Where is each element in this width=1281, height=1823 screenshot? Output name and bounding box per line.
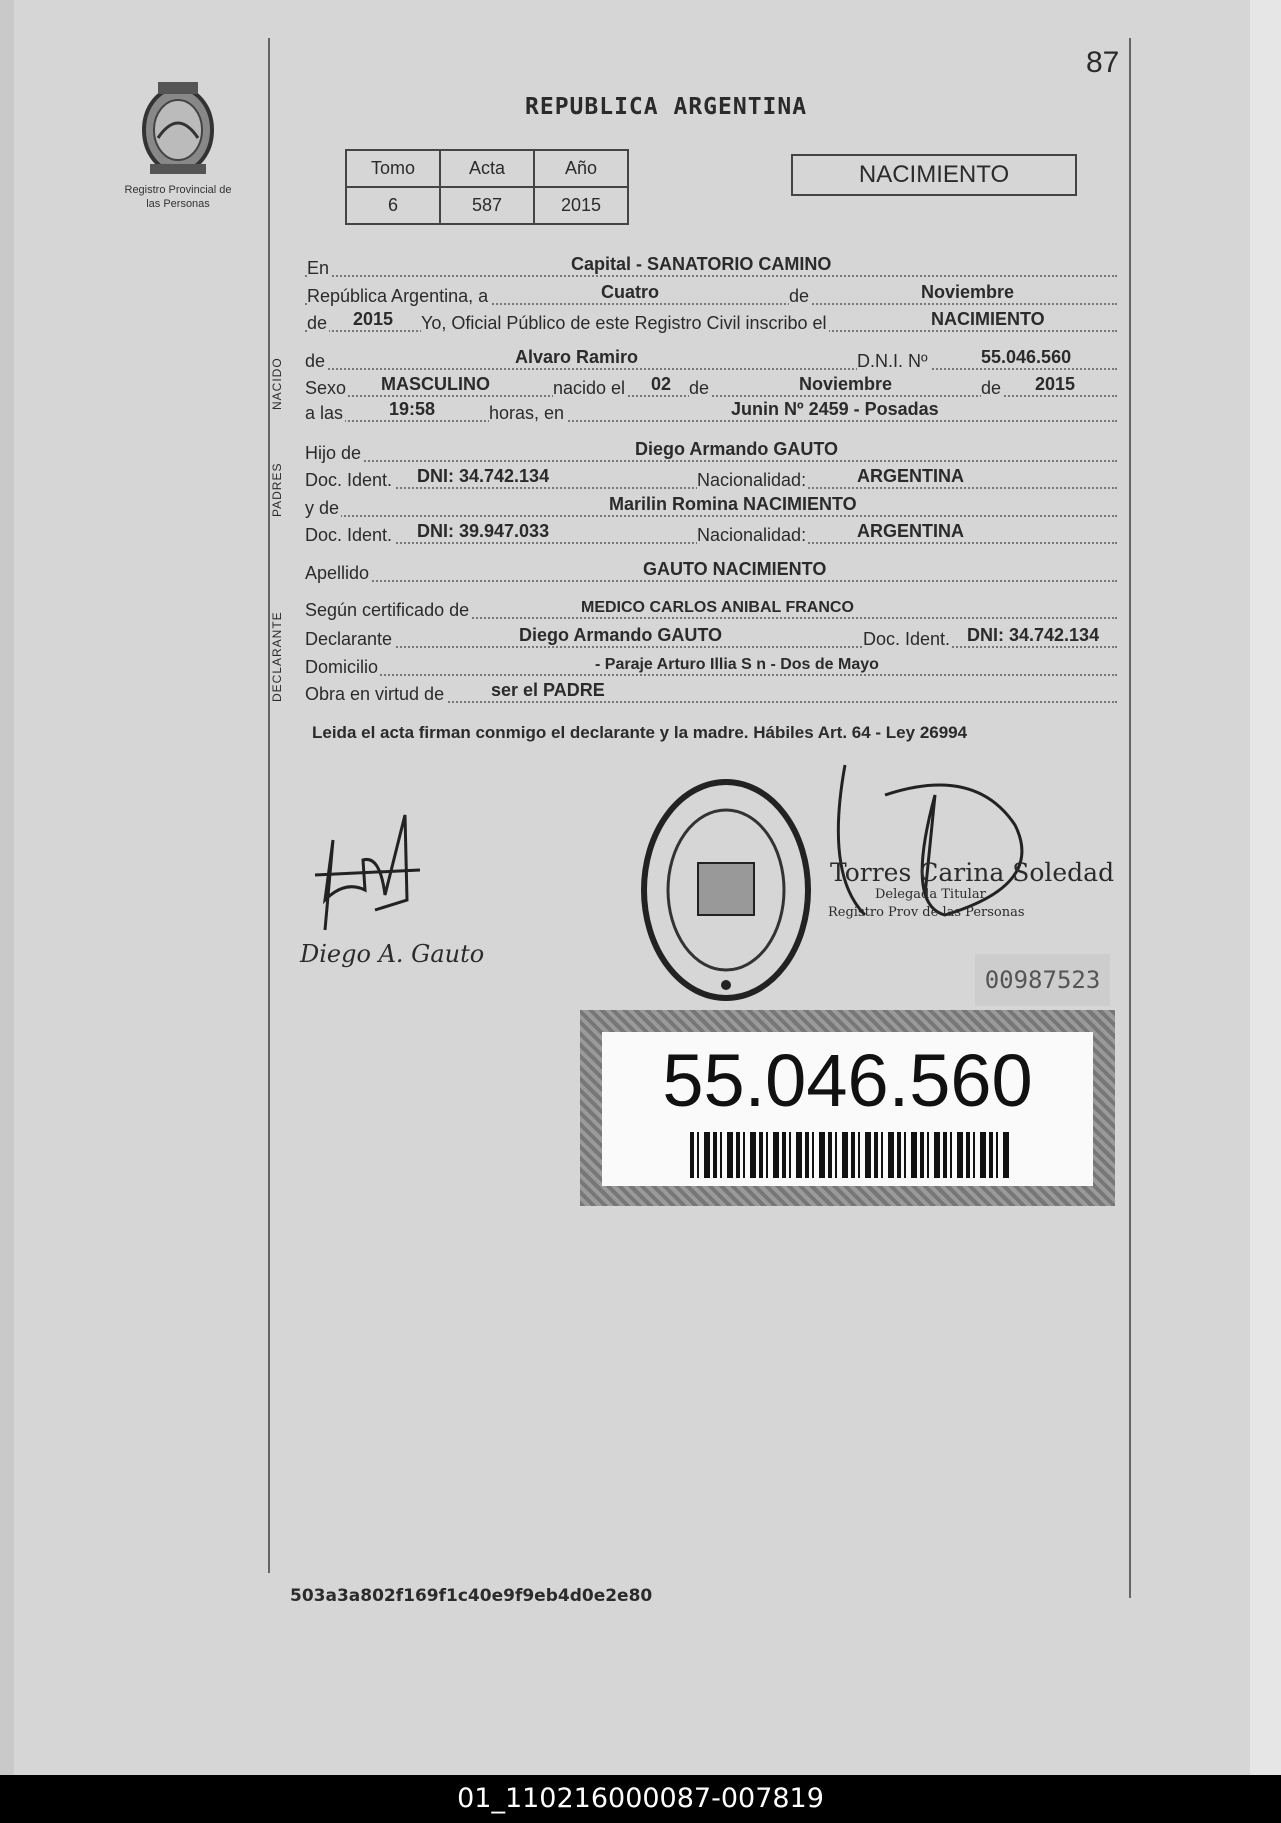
label-yo-oficial: Yo, Oficial Público de este Registro Civil inscribo el <box>421 313 827 333</box>
label-apellido: Apellido <box>305 563 370 583</box>
row-surname <box>305 560 1117 586</box>
value-address: - Paraje Arturo Illia S n - Dos de Mayo <box>595 656 879 673</box>
value-father-doc: DNI: 34.742.134 <box>417 466 550 486</box>
label-dni: D.N.I. Nº <box>857 351 928 371</box>
value-day: Cuatro <box>601 282 659 302</box>
right-margin-line <box>1129 38 1131 1598</box>
value-month: Noviembre <box>921 282 1015 302</box>
official-title: Delegada Titular <box>875 887 986 902</box>
value-time: 19:58 <box>389 399 436 419</box>
value-father: Diego Armando GAUTO <box>635 439 839 459</box>
label-doc-ident-2: Doc. Ident. <box>305 525 393 545</box>
logo-caption: Registro Provincial de las Personas <box>124 184 232 210</box>
record-type-box: NACIMIENTO <box>791 154 1077 196</box>
table-cell-tomo: 6 <box>346 187 440 224</box>
footer-id: 01_110216000087-007819 <box>0 1775 1281 1823</box>
label-sexo: Sexo <box>305 378 347 398</box>
label-de-5: de <box>981 378 1002 398</box>
row-mother <box>305 495 1117 521</box>
declarant-signature-name: Diego A. Gauto <box>300 940 485 968</box>
coat-of-arms-icon <box>128 78 228 178</box>
value-mother-nationality: ARGENTINA <box>857 521 964 541</box>
page-number: 87 <box>1086 46 1120 79</box>
serial-number: 00987523 <box>975 954 1110 1006</box>
table-header-tomo: Tomo <box>346 150 440 187</box>
row-address <box>305 654 1117 680</box>
dni-barcode-sticker <box>580 1010 1115 1206</box>
value-reason: ser el PADRE <box>491 680 605 700</box>
label-a-las: a las <box>305 403 344 423</box>
country-title: REPUBLICA ARGENTINA <box>525 94 808 120</box>
value-sexo: MASCULINO <box>381 374 490 394</box>
value-name: Alvaro Ramiro <box>515 347 639 367</box>
value-declarant: Diego Armando GAUTO <box>519 625 723 645</box>
row-declarant <box>305 626 1117 652</box>
label-nacionalidad-2: Nacionalidad: <box>697 525 807 545</box>
label-de-3: de <box>305 351 326 371</box>
table-header-acta: Acta <box>440 150 534 187</box>
table-cell-anio: 2015 <box>534 187 628 224</box>
value-surname: GAUTO NACIMIENTO <box>643 559 827 579</box>
row-certificate <box>305 597 1117 623</box>
row-place <box>305 255 1117 281</box>
side-label-nacido: NACIDO <box>270 357 284 410</box>
table-header-anio: Año <box>534 150 628 187</box>
official-org: Registro Prov de las Personas <box>828 905 1025 920</box>
label-republica: República Argentina, a <box>307 286 489 306</box>
value-birth-day: 02 <box>651 374 672 394</box>
label-en: En <box>307 258 330 278</box>
value-place: Capital - SANATORIO CAMINO <box>571 254 832 274</box>
registry-logo <box>118 78 238 211</box>
label-declarante: Declarante <box>305 629 393 649</box>
barcode <box>690 1132 1010 1178</box>
value-birth-place: Junin Nº 2459 - Posadas <box>731 399 939 419</box>
row-time <box>305 400 1117 426</box>
value-mother-doc: DNI: 39.947.033 <box>417 521 550 541</box>
closing-statement: Leida el acta firman conmigo el declarante y la madre. Hábiles Art. 64 - Ley 26994 <box>312 723 968 742</box>
row-name <box>305 348 1117 374</box>
label-y-de: y de <box>305 498 340 518</box>
side-label-padres: PADRES <box>270 462 284 517</box>
side-label-declarante: DECLARANTE <box>270 611 284 702</box>
value-year: 2015 <box>353 309 394 329</box>
label-nacido-el: nacido el <box>553 378 626 398</box>
label-de-1: de <box>789 286 810 306</box>
row-date <box>305 283 1117 309</box>
label-de-2: de <box>307 313 328 333</box>
label-domicilio: Domicilio <box>305 657 379 677</box>
value-birth-month: Noviembre <box>799 374 893 394</box>
document-hash: 503a3a802f169f1c40e9f9eb4d0e2e80 <box>290 1586 653 1606</box>
label-nacionalidad-1: Nacionalidad: <box>697 470 807 490</box>
adjacent-page-edge <box>1250 0 1281 1775</box>
row-mother-doc <box>305 522 1117 548</box>
value-birth-year: 2015 <box>1035 374 1076 394</box>
declarant-signature <box>305 800 435 940</box>
left-margin-line <box>268 38 270 1573</box>
value-father-nationality: ARGENTINA <box>857 466 964 486</box>
row-father-doc <box>305 467 1117 493</box>
label-doc-ident-1: Doc. Ident. <box>305 470 393 490</box>
value-certificate: MEDICO CARLOS ANIBAL FRANCO <box>581 599 854 616</box>
label-horas-en: horas, en <box>489 403 565 423</box>
value-mother: Marilin Romina NACIMIENTO <box>609 494 857 514</box>
row-reason <box>305 681 1117 707</box>
table-cell-acta: 587 <box>440 187 534 224</box>
value-act: NACIMIENTO <box>931 309 1045 329</box>
label-hijo-de: Hijo de <box>305 443 362 463</box>
label-segun: Según certificado de <box>305 600 470 620</box>
sticker-dni-number: 55.046.560 <box>662 1039 1033 1122</box>
value-declarant-doc: DNI: 34.742.134 <box>967 625 1100 645</box>
row-father <box>305 440 1117 466</box>
label-doc-ident-3: Doc. Ident. <box>863 629 951 649</box>
record-table <box>345 149 629 225</box>
row-year <box>305 310 1117 336</box>
label-de-4: de <box>689 378 710 398</box>
official-stamp <box>636 775 816 1005</box>
label-obra: Obra en virtud de <box>305 684 445 704</box>
row-sex <box>305 375 1117 401</box>
value-dni: 55.046.560 <box>981 347 1072 367</box>
official-name: Torres Carina Soledad <box>830 858 1115 887</box>
